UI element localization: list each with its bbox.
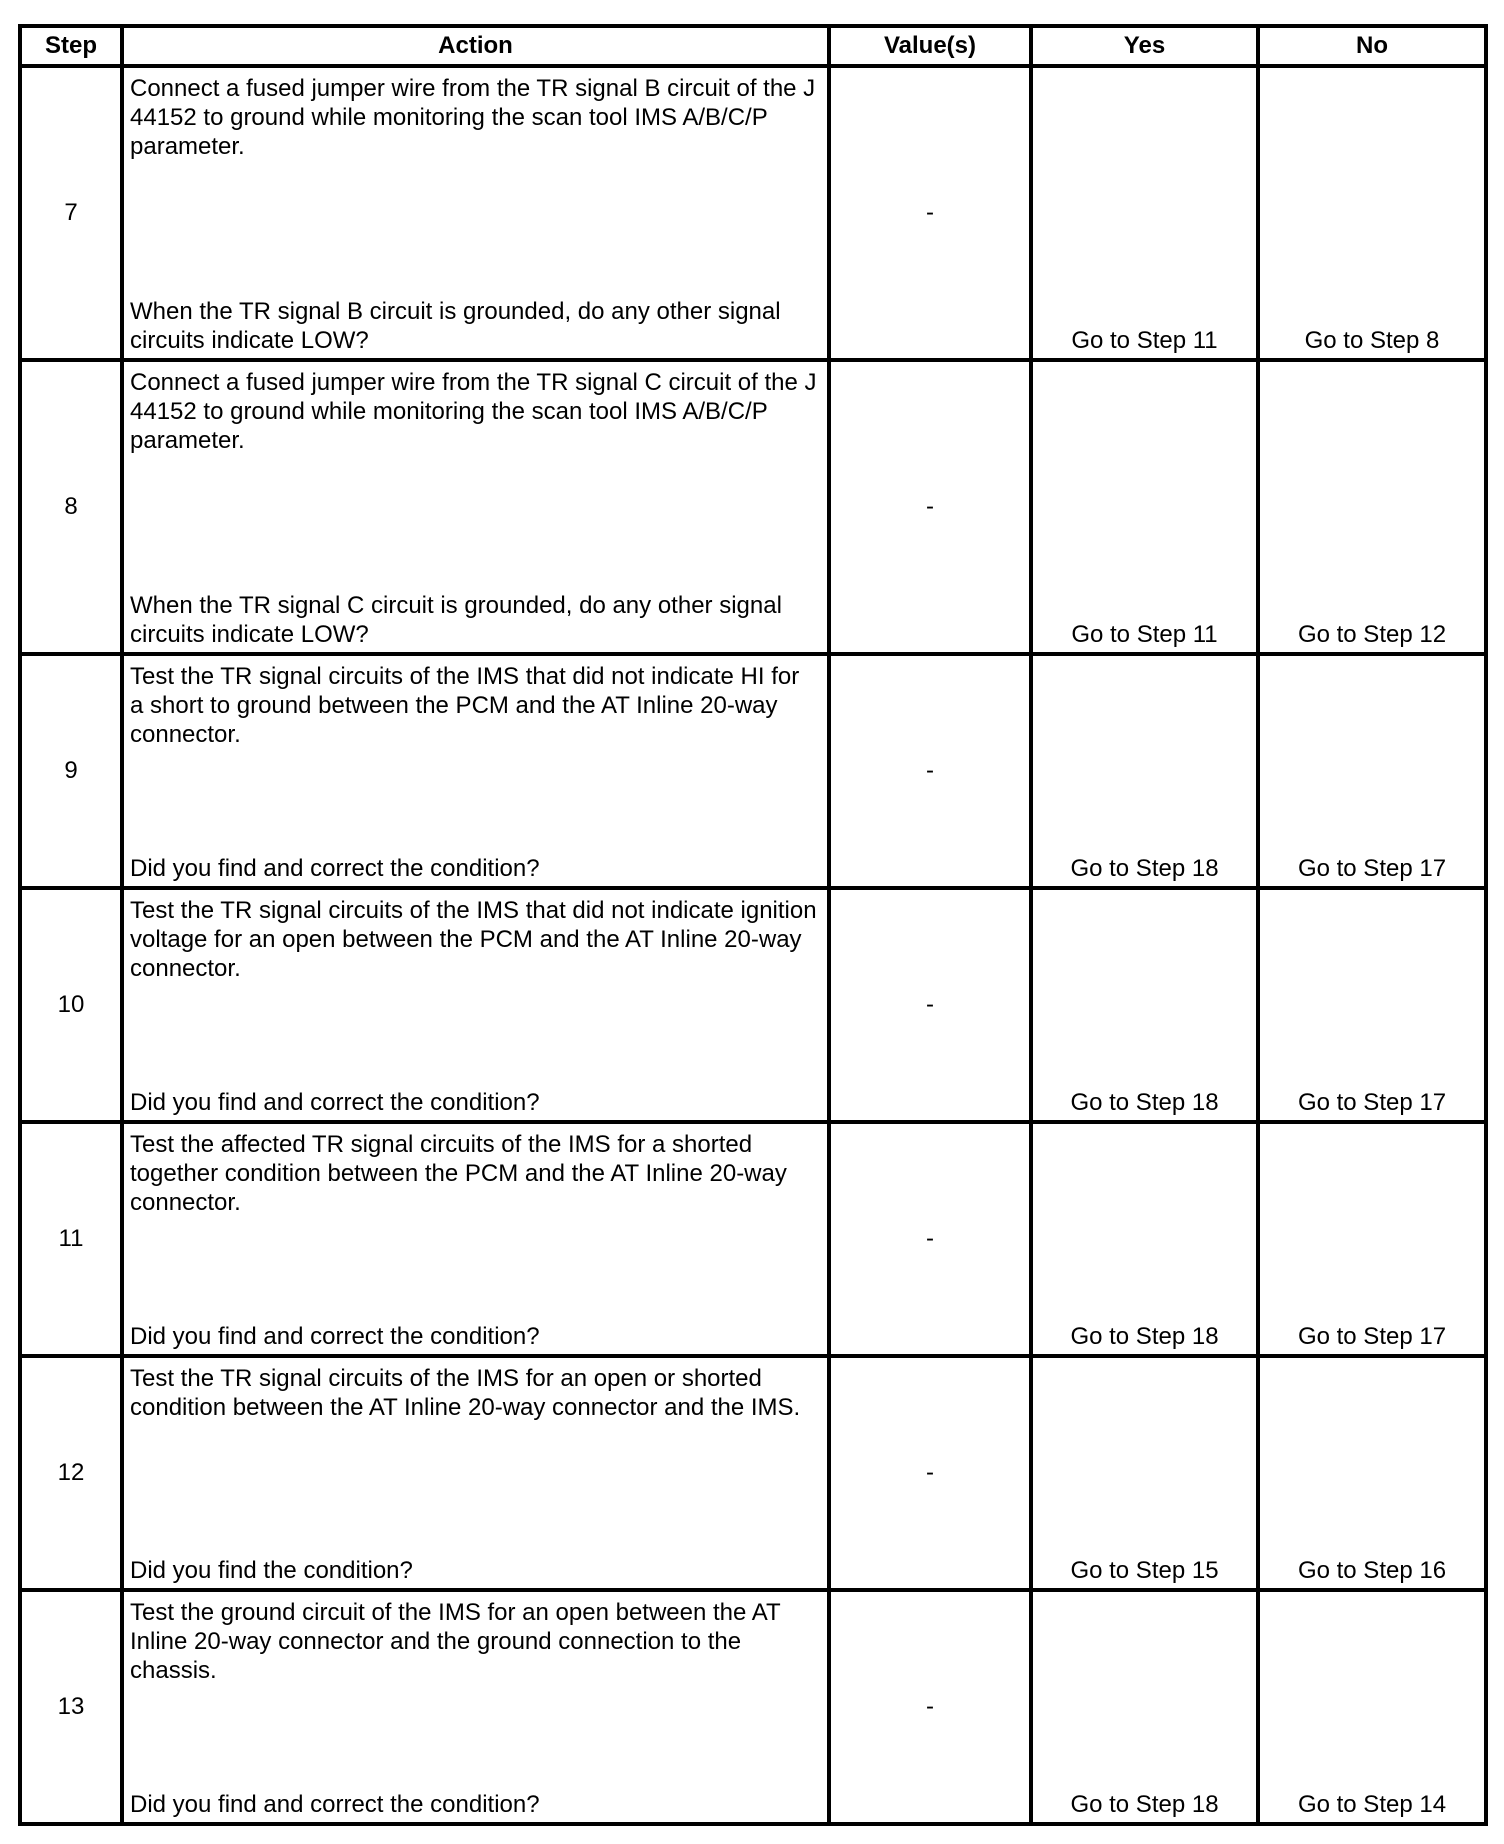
- action-cell: [122, 888, 829, 1122]
- action-cell: [122, 360, 829, 654]
- table-row: [20, 654, 1486, 888]
- step-number: 13: [20, 1590, 122, 1824]
- yes-goto: Go to Step 18: [1070, 1323, 1219, 1350]
- yes-goto: Go to Step 15: [1070, 1557, 1219, 1584]
- value-cell: -: [829, 654, 1031, 888]
- yes-cell: [1031, 1590, 1258, 1824]
- action-question: When the TR signal C circuit is grounded, do any other signal circuits indicate LOW?: [130, 592, 782, 648]
- action-question: Did you find and correct the condition?: [130, 1323, 540, 1350]
- value-cell: -: [829, 1356, 1031, 1590]
- no-goto: Go to Step 17: [1297, 855, 1447, 882]
- action-instruction: Test the affected TR signal circuits of the IMS for a shorted together condition between the PCM and the AT Inline 20-way connector.: [130, 1131, 787, 1216]
- value-cell: -: [829, 1122, 1031, 1356]
- action-question: When the TR signal B circuit is grounded, do any other signal circuits indicate LOW?: [130, 298, 781, 354]
- action-cell: [122, 1122, 829, 1356]
- no-goto: Go to Step 17: [1297, 1323, 1447, 1350]
- yes-goto: Go to Step 18: [1070, 1791, 1219, 1818]
- action-instruction: Test the ground circuit of the IMS for an open between the AT Inline 20-way connector and the ground connection to the chassis.: [130, 1599, 781, 1684]
- yes-cell: [1031, 66, 1258, 360]
- no-goto: Go to Step 12: [1297, 621, 1447, 648]
- header-row: [20, 26, 1486, 66]
- yes-cell: [1031, 654, 1258, 888]
- action-instruction: Test the TR signal circuits of the IMS for an open or shorted condition between the AT Inline 20-way connector and the IMS.: [130, 1365, 801, 1421]
- no-cell: [1258, 888, 1486, 1122]
- action-question: Did you find and correct the condition?: [130, 855, 540, 882]
- step-number: 7: [20, 66, 122, 360]
- table-row: [20, 1356, 1486, 1590]
- header-step: Step: [20, 26, 122, 66]
- no-goto: Go to Step 14: [1297, 1791, 1447, 1818]
- yes-cell: [1031, 1356, 1258, 1590]
- yes-cell: [1031, 1122, 1258, 1356]
- action-question: Did you find and correct the condition?: [130, 1791, 540, 1818]
- action-instruction: Test the TR signal circuits of the IMS that did not indicate HI for a short to ground between the PCM and the AT Inline 20-way connector.: [130, 663, 800, 748]
- action-instruction: Connect a fused jumper wire from the TR signal B circuit of the J 44152 to ground while monitoring the scan tool IMS A/B/C/P parameter.: [130, 75, 816, 160]
- step-number: 9: [20, 654, 122, 888]
- yes-cell: [1031, 360, 1258, 654]
- table-row: [20, 66, 1486, 360]
- action-cell: [122, 1356, 829, 1590]
- table-row: [20, 1590, 1486, 1824]
- no-goto: Go to Step 8: [1304, 327, 1440, 354]
- value-cell: -: [829, 360, 1031, 654]
- no-cell: [1258, 1356, 1486, 1590]
- yes-goto: Go to Step 11: [1071, 621, 1218, 648]
- header-no: No: [1258, 26, 1486, 66]
- value-cell: -: [829, 66, 1031, 360]
- step-number: 10: [20, 888, 122, 1122]
- header-yes: Yes: [1031, 26, 1258, 66]
- table-row: [20, 1122, 1486, 1356]
- no-cell: [1258, 360, 1486, 654]
- no-goto: Go to Step 16: [1297, 1557, 1447, 1584]
- no-cell: [1258, 66, 1486, 360]
- header-action: Action: [122, 26, 829, 66]
- yes-goto: Go to Step 11: [1071, 327, 1218, 354]
- action-cell: [122, 66, 829, 360]
- value-cell: -: [829, 1590, 1031, 1824]
- action-instruction: Connect a fused jumper wire from the TR signal C circuit of the J 44152 to ground while monitoring the scan tool IMS A/B/C/P parameter.: [130, 369, 817, 454]
- no-cell: [1258, 1590, 1486, 1824]
- step-number: 12: [20, 1356, 122, 1590]
- yes-goto: Go to Step 18: [1070, 1089, 1219, 1116]
- action-instruction: Test the TR signal circuits of the IMS that did not indicate ignition voltage for an open between the PCM and the AT Inline 20-way connector.: [130, 897, 817, 982]
- action-question: Did you find the condition?: [130, 1557, 413, 1584]
- no-goto: Go to Step 17: [1297, 1089, 1447, 1116]
- table-row: [20, 360, 1486, 654]
- value-cell: -: [829, 888, 1031, 1122]
- step-number: 11: [20, 1122, 122, 1356]
- header-values: Value(s): [829, 26, 1031, 66]
- action-cell: [122, 654, 829, 888]
- diagnostic-table: [18, 24, 1488, 1826]
- no-cell: [1258, 654, 1486, 888]
- action-question: Did you find and correct the condition?: [130, 1089, 540, 1116]
- yes-goto: Go to Step 18: [1070, 855, 1219, 882]
- yes-cell: [1031, 888, 1258, 1122]
- action-cell: [122, 1590, 829, 1824]
- step-number: 8: [20, 360, 122, 654]
- table-row: [20, 888, 1486, 1122]
- no-cell: [1258, 1122, 1486, 1356]
